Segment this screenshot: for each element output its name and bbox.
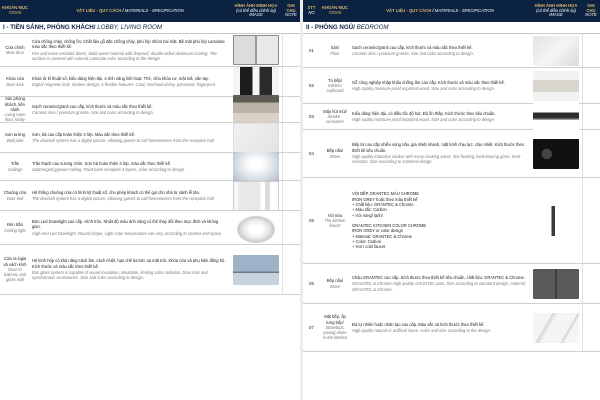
header-spec: VẬT LIỆU - QUY CÁCH / MATERIALS - SPECIFICATION [76, 7, 184, 13]
spec-text-vi: Gạch ceramic/granit cao cấp, kích thước và màu sắc theo thiết kế. [32, 103, 153, 109]
specification [30, 123, 230, 152]
note-cell [282, 97, 300, 122]
item-name [0, 67, 30, 96]
table-row [0, 211, 300, 245]
row-number: 06 [309, 280, 314, 286]
spec-text-en: High quality moisture-proof imported wood. Size and color according to design. [352, 86, 495, 91]
spec-text-en: High quality natural or artificial stone. Color and size according to the design. [352, 328, 492, 333]
table-row [0, 153, 300, 181]
item-name-en: Smoke - consumer [326, 113, 344, 125]
item-name-vi: Trần [10, 161, 20, 167]
note-cell [582, 104, 600, 129]
spec-text-vi: Đá tự nhiên hoặc nhân tạo cao cấp. Màu sắc và kích thước theo thiết kế. [352, 321, 485, 327]
row-number: 04 [309, 150, 314, 156]
right-table [303, 0, 600, 400]
illustration [530, 34, 582, 67]
table-row [303, 34, 600, 68]
item-name-en: The kitchen faucet [324, 217, 346, 229]
cab-image [533, 71, 579, 101]
spec-text-en: Submerged gypsum ceiling. Paint base complete 3 layers, color according to design. [32, 167, 186, 172]
item-name-vi: Máy hút mùi/ [323, 108, 347, 114]
specification [30, 67, 230, 96]
row-number: 05 [309, 217, 314, 223]
item-name-vi: Đèn trần [7, 222, 23, 228]
item-name [0, 123, 30, 152]
spec-text-vi: Hệ thống chuông cửa có hình kỹ thuật số, cho phép khách có thể gọi chủ nhà từ sảnh lễ tân. [32, 189, 200, 195]
table-row [303, 264, 600, 304]
item-name-en: Ceiling light [4, 227, 26, 233]
item-name [0, 181, 30, 210]
illustration [230, 211, 282, 244]
header-image: HÌNH ẢNH MINH HỌA (có thể điều chỉnh lại) IMAGE [534, 2, 578, 18]
table-row [303, 130, 600, 178]
table-row [303, 304, 600, 352]
item-name-en: Stovetops, paving stone in the kitchen [322, 324, 348, 341]
item-name [0, 245, 30, 294]
specification [30, 34, 230, 66]
spec-text-en: The doorbell system has a digital picture, allowing guests to call homeowners from the reception hall. [32, 138, 215, 143]
note-cell [282, 67, 300, 96]
table-row [0, 97, 300, 123]
illustration [530, 264, 582, 303]
spec-text-vi: Trần thạch cao sương chìm. Sơn bả hoàn thiện 3 lớp, màu sắc theo thiết kế. [32, 160, 171, 166]
lobby-image [233, 95, 279, 125]
spec-text-vi: Kiểu dáng hiện đại, có điều tốc độ hút. Độ ồn thấp. Kích thước theo tiêu chuẩn. [352, 110, 496, 116]
illustration [230, 153, 282, 180]
illustration [230, 97, 282, 122]
header-items: KHOẢN MỤC ITEMS [321, 5, 349, 15]
wall-image [233, 123, 279, 153]
right-header [303, 0, 600, 22]
ceiling-image [233, 152, 279, 182]
note-cell [582, 264, 600, 303]
item-name-vi: Vòi nừa [327, 212, 343, 218]
specification [30, 97, 230, 122]
note-cell [282, 211, 300, 244]
note-cell [582, 178, 600, 263]
spec-text-en: Ceramic tiles / premium granite, size and color according to design. [32, 110, 154, 115]
row-number: 02 [309, 82, 314, 88]
sink-image [533, 269, 579, 299]
item-name [320, 104, 350, 129]
item-name [320, 130, 350, 177]
spec-text-vi: Gỗ công nghiệp nhập khẩu chống ẩm cao cấp. Kích thước và màu sắc theo thiết kế. [352, 79, 505, 85]
item-name [320, 68, 350, 103]
spec-text-en: Digital magnetic lock, modern design, 4 flexible features: Card, mechanical key, password, fingerprint. [32, 82, 217, 87]
table-row [0, 123, 300, 153]
section-lobby-title: I - TIỀN SẢNH, PHÒNG KHÁCH/ LOBBY, LIVING ROOM [0, 22, 300, 34]
spec-text-vi: Khóa từ kĩ thuật số, kiểu dáng hiện đại, 4 tính năng linh hoạt: Thẻ, chìa khóa cơ, mật mã, vân tay. [32, 75, 209, 81]
note-cell [582, 34, 600, 67]
specification [350, 130, 530, 177]
item-name-en: Wall pain [6, 137, 24, 143]
illustration [530, 304, 582, 351]
item-name-en: Door lock [6, 81, 24, 87]
item-name-en: Kitchen cupboard [326, 82, 344, 94]
specification [350, 304, 530, 351]
specification [350, 68, 530, 103]
table-row [303, 104, 600, 130]
item-name-vi: Chuông cửa [3, 190, 27, 196]
item-name [320, 178, 350, 263]
item-name-vi: Sàn/ [330, 45, 340, 51]
header-note: GHI CHÚ NOTE [585, 2, 597, 18]
table-row [303, 178, 600, 264]
item-name [0, 211, 30, 244]
illustration [230, 123, 282, 152]
spec-text-en: Ceramic tiles / premium granite, size and color according to design. [352, 51, 474, 56]
spec-text-vi: Chậu GRANTEC cao cấp. Kích thước theo thiết kế tiêu chuẩn, chất liệu: GRANTEC & Chrome. [352, 275, 525, 281]
spec-text-vi: Gạch ceramic/granit cao cấp, kích thước và màu sắc theo thiết kế. [352, 44, 473, 50]
item-name [0, 34, 30, 66]
note-cell [582, 68, 600, 103]
item-name-vi: Cửa chính [5, 44, 25, 50]
item-name-en: Stove [329, 153, 341, 159]
note-cell [282, 123, 300, 152]
item-name [320, 34, 350, 67]
specification [30, 153, 230, 180]
table-row [0, 67, 300, 97]
spec-text-vi: Cửa chống cháy, chống ồn; Chất liệu gỗ đặc chống cháy, phủ lớp nhôm hai mặt. Bề mặt phủ lớp Laminate màu sắc theo thiết kế. [32, 38, 225, 50]
table-row [0, 34, 300, 67]
note-cell [582, 304, 600, 351]
specification [350, 264, 530, 303]
table-row [0, 245, 300, 295]
item-name-en: Stove [329, 283, 341, 289]
header-image: HÌNH ẢNH MINH HỌA (có thể điều chỉnh lại) IMAGE [234, 2, 278, 18]
item-name-vi: Mặt bếp, ốp lưng bếp/ [324, 314, 346, 325]
spec-text-en: Fire and noise resistant doors; Solid wood material with fireproof, double-sided aluminum coating. The surface is covered with colored Laminate color according to the design. [32, 50, 217, 61]
row-number: 01 [309, 47, 314, 53]
hood-image [533, 102, 579, 132]
spec-text-en: High quality induction cooker with many cooking areas, fast heating, load-bearing glass, heat-resistant. Size according to standard design. [352, 154, 522, 165]
item-name-en: Ceilings [7, 166, 23, 172]
header-stt: STT NO [307, 5, 316, 15]
spec-text-en: Box glass system is capable of sound insulation, insulation, limiting solar radiation. Door lock and synchronous accessories. Size and color according to design. [32, 270, 208, 281]
item-name [320, 304, 350, 351]
spec-text-vi: VÒI BẾP GRANTEC MÀU CHROME IRON GREY hoặc theo màu thiết kế + Chất liệu: GRANTEC & Chrome + Màu sắc: Carbon + Vòi nóng/ lạnh/ GRANTEC KITCHEN COLOR CHROME IRON GREY or color design + Material: GRANTEC & Chrome + Color: Carbon + Hot / cold faucet [352, 191, 427, 250]
glass-image [233, 255, 279, 285]
illustration [530, 130, 582, 177]
spec-text-vi: Hệ kính hộp có khả năng cách âm, cách nhiệt, hạn chế tia bức xạ mặt trời. Khóa cửa và phụ kiện đồng bộ. Kích thước và màu sắc theo thiết kế. [32, 258, 226, 269]
illustration [530, 178, 582, 263]
section-bedroom-title: II - PHÒNG NGỦ/ BEDROOM [303, 22, 600, 34]
illustration [230, 245, 282, 294]
specification [350, 178, 530, 263]
illustration [530, 104, 582, 129]
specification [350, 104, 530, 129]
item-name-en: Floor [330, 50, 340, 56]
illustration [230, 34, 282, 66]
note-cell [282, 245, 300, 294]
header-note: GHI CHÚ NOTE [285, 2, 297, 18]
table-row [303, 68, 600, 104]
item-name-en: Door to balcony and glass wall [3, 266, 27, 283]
bell-image [233, 181, 279, 211]
item-name [320, 264, 350, 303]
note-cell [282, 181, 300, 210]
item-name-vi: Cửa ra logia và vách kính [3, 256, 27, 267]
spec-text-en: High quality moisture-proof imported wood. Size and color according to design. [352, 117, 495, 122]
row-number: 07 [309, 324, 314, 330]
stone-image [533, 313, 579, 343]
spec-text-vi: Đèn Led Downlight cao cấp. Hình tròn, Nhiệt độ màu ánh sáng có thể thay đổi theo mục đích và không gian. [32, 219, 219, 230]
spec-text-en: High-end Led Downlight, Round shape, Light color temperature can vary according to context and space. [32, 230, 223, 236]
item-name-vi: Bếp nấu/ [326, 278, 344, 284]
item-name-en: Living room floor, lobby [4, 112, 26, 123]
spec-text-vi: Bếp từ cao cấp nhiều vùng nấu, gia nhiệt nhanh, mặt kính chịu lực, chịu nhiệt. Kích thước theo thiết kế tiêu chuẩn. [352, 142, 525, 153]
item-name-en: Door bell [6, 195, 24, 201]
note-cell [282, 153, 300, 180]
table-row [0, 181, 300, 211]
specification [30, 211, 230, 244]
light-image [233, 213, 279, 243]
header-spec: VẬT LIỆU - QUY CÁCH / MATERIALS - SPECIFICATION [386, 7, 494, 13]
lock-image [233, 67, 279, 97]
specification [30, 181, 230, 210]
door-image [233, 35, 279, 65]
header-items: KHOẢN MỤC ITEMS [1, 5, 29, 15]
specification [350, 34, 530, 67]
faucet-image [533, 206, 579, 236]
item-name-vi: Sơn tường [5, 132, 25, 138]
specification [30, 245, 230, 294]
item-name-vi: Bếp nấu/ [326, 148, 344, 154]
left-header [0, 0, 300, 22]
item-name [0, 97, 30, 122]
spec-text-en: GRANTEC & Chrome High quality GRANTEC pots. Size according to standard design, material: GRANTEC & Chrome. [352, 281, 527, 292]
item-name [0, 153, 30, 180]
stove-image [533, 139, 579, 169]
floor-image [533, 36, 579, 66]
item-name-vi: Khóa cửa [6, 76, 24, 82]
spec-text-en: The doorbell system has a digital picture, allowing guests to call homeowners from the reception hall. [32, 196, 215, 201]
item-name-vi: Sàn phòng khách, tiền sảnh [5, 96, 25, 112]
spec-text-vi: Sơn, bả cao cấp hoàn thiện 3 lớp. Màu sắc theo thiết kế. [32, 131, 136, 137]
row-number: 03 [309, 113, 314, 119]
note-cell [582, 130, 600, 177]
illustration [530, 68, 582, 103]
illustration [230, 67, 282, 96]
note-cell [282, 34, 300, 66]
illustration [230, 181, 282, 210]
item-name-en: Main door [5, 50, 25, 55]
item-name-vi: Tủ bếp/ [328, 77, 342, 83]
